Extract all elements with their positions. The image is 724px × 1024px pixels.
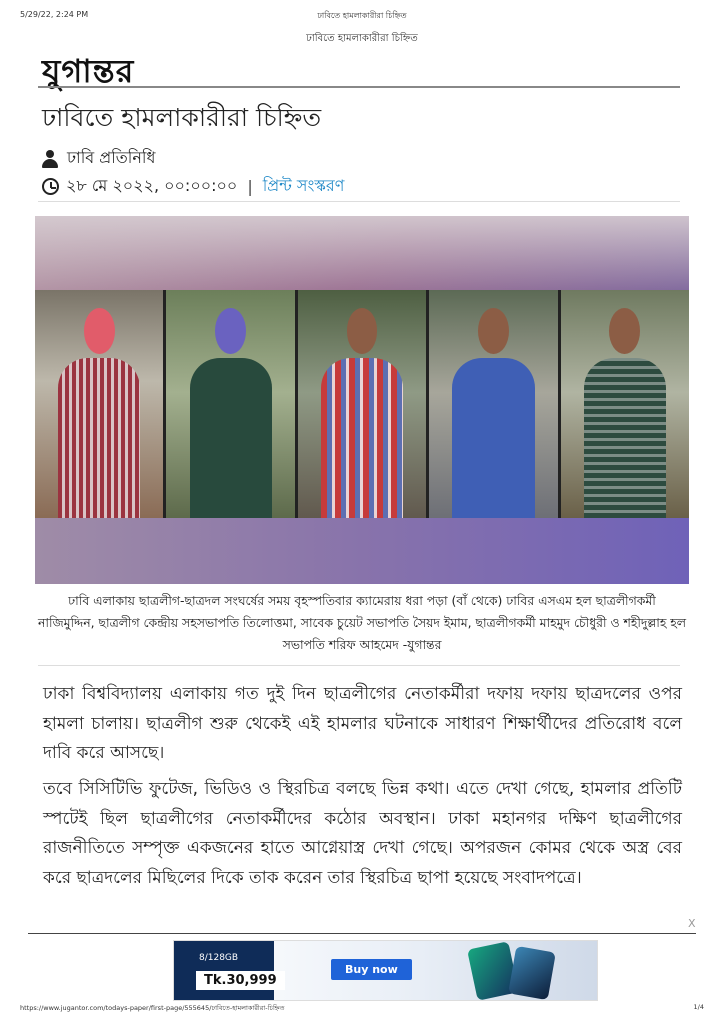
photo-panel xyxy=(429,290,557,518)
ad-buy-button[interactable]: Buy now xyxy=(331,959,412,980)
photo-panel xyxy=(166,290,294,518)
ad-price: Tk.30,999 xyxy=(196,971,285,990)
article-paragraph: তবে সিসিটিভি ফুটেজ, ভিডিও ও স্থিরচিত্র বলছে ভিন্ন কথা। এতে দেখা গেছে, হামলার প্রতিটি স্পটেই ছিল ছাত্রলীগের নেতাকর্মীদের কঠোর অবস্থান। ঢাকা মহানগর দক্ষিণ ছাত্রলীগের রাজনীতিতে সম্পৃক্ত একজনের হাতে আগ্নেয়াস্ত্র দেখা গেছে। অপরজন কোমর থেকে অস্ত্র বের করে ছাত্রদলের মিছিলের দিকে তাক করেন তার স্থিরচিত্র ছাপা হয়েছে সংবাদপত্রে। xyxy=(43,779,682,888)
ad-divider xyxy=(28,933,696,934)
print-date: 5/29/22, 2:24 PM xyxy=(20,10,89,19)
print-footer xyxy=(20,1003,704,1015)
print-header xyxy=(20,10,704,24)
clock-icon xyxy=(42,178,59,195)
ad-close-icon[interactable]: X xyxy=(688,917,696,930)
print-title: ঢাবিতে হামলাকারীরা চিহ্নিত xyxy=(317,11,407,20)
person-icon xyxy=(42,150,58,168)
page-number: 1/4 xyxy=(693,1003,704,1011)
dateline xyxy=(42,173,344,200)
print-edition-link[interactable]: প্রিন্ট সংস্করণ xyxy=(262,176,345,195)
ad-spec: 8/128GB xyxy=(199,953,239,963)
caption-divider xyxy=(38,665,680,666)
article-photo xyxy=(35,216,689,584)
site-logo[interactable]: যুগান্তর xyxy=(42,52,135,90)
byline xyxy=(42,145,155,172)
photo-panel xyxy=(561,290,689,518)
separator: | xyxy=(247,177,253,196)
publish-date: ২৮ মে ২০২২, ০০:০০:০০ xyxy=(66,176,238,195)
header-divider xyxy=(38,86,680,88)
article-headline: ঢাবিতে হামলাকারীরা চিহ্নিত xyxy=(42,103,322,132)
phone-image xyxy=(508,946,556,1000)
page-subtitle: ঢাবিতে হামলাকারীরা চিহ্নিত xyxy=(306,33,418,44)
meta-divider xyxy=(38,201,680,202)
photo-panel xyxy=(35,290,163,518)
photo-caption: ঢাবি এলাকায় ছাত্রলীগ-ছাত্রদল সংঘর্ষের সময় বৃহস্পতিবার ক্যামেরায় ধরা পড়া (বাঁ থেকে) ঢাবির এসএম হল ছাত্রলীগকর্মী নাজিমুদ্দিন, ছাত্রলীগ কেন্দ্রীয় সহসভাপতি তিলোত্তমা, সাবেক চুয়েট সভাপতি সৈয়দ ইমাম, ছাত্রলীগকর্মী মাহমুদ চৌধুরী ও শহীদুল্লাহ হল সভাপতি শরিফ আহমেদ -যুগান্তর xyxy=(38,593,687,652)
print-url: https://www.jugantor.com/todays-paper/first-page/555645/ঢাবিতে-হামলাকারীরা-চিহ্নিত xyxy=(20,1004,285,1012)
article-paragraph: ঢাকা বিশ্ববিদ্যালয় এলাকায় গত দুই দিন ছাত্রলীগের নেতাকর্মীরা দফায় দফায় ছাত্রদলের ওপর হামলা চালায়। ছাত্রলীগ শুরু থেকেই এই হামলার ঘটনাকে সাধারণ শিক্ষার্থীদের প্রতিরোধ বলে দাবি করে আসছে। xyxy=(43,684,682,763)
photo-panel xyxy=(298,290,426,518)
ad-banner[interactable] xyxy=(173,940,598,1001)
author-name: ঢাবি প্রতিনিধি xyxy=(67,148,156,167)
